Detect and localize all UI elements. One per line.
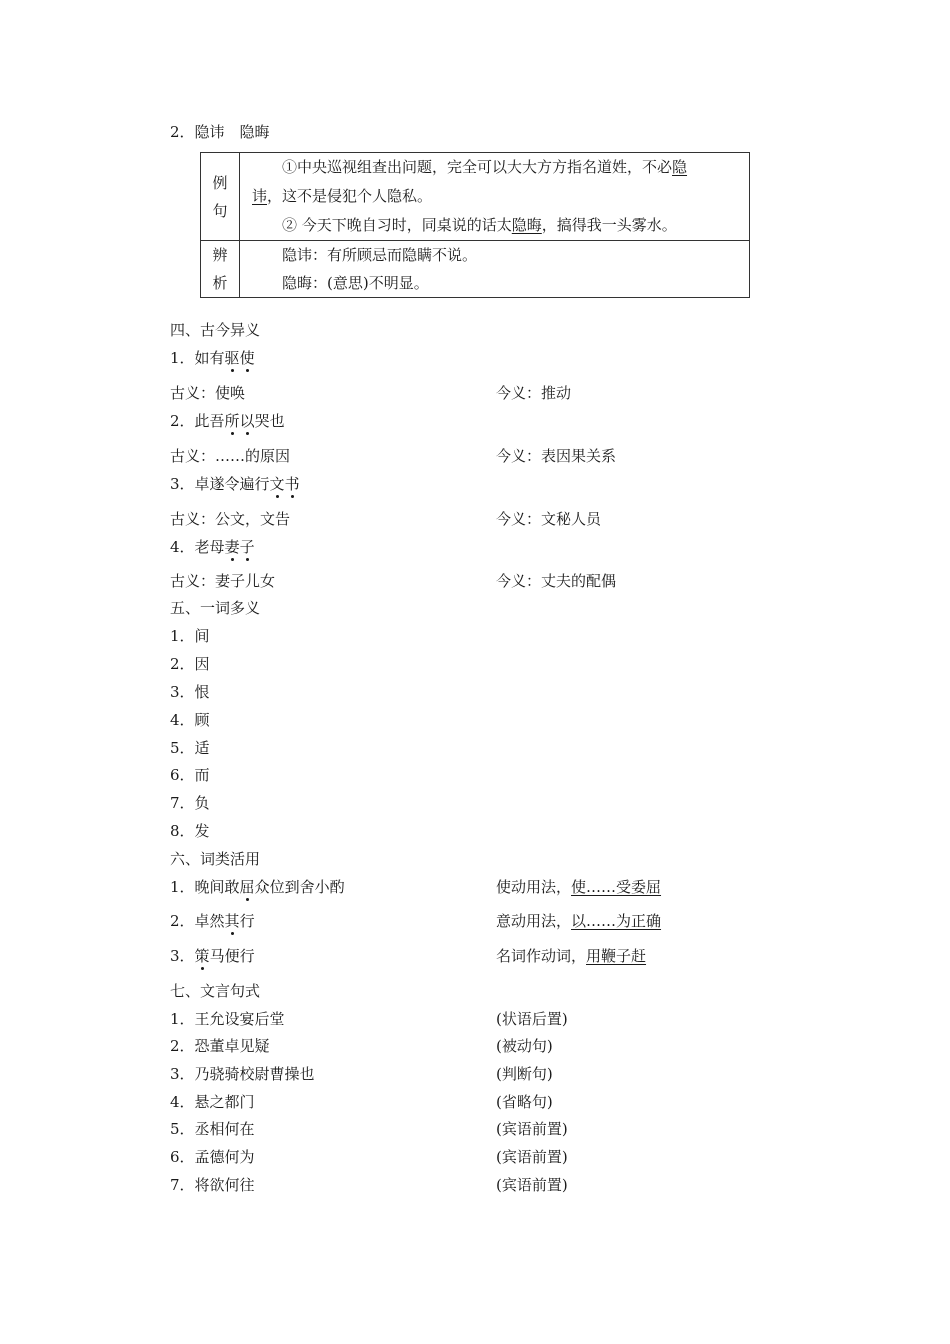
sentence-type: (宾语前置) xyxy=(496,1176,568,1194)
list-item: 3．卓遂令遍行文书 xyxy=(170,475,300,493)
list-item: 3．恨 xyxy=(170,683,210,701)
list-item: 5．丞相何在 xyxy=(170,1120,255,1138)
new-meaning: 今义：推动 xyxy=(496,384,572,402)
list-item: 8．发 xyxy=(170,822,210,840)
list-item: 4．老母妻子 xyxy=(170,538,255,556)
sentence-type: (被动句) xyxy=(496,1037,553,1055)
example-label: 例 句 xyxy=(201,153,240,241)
analysis-line-2: 隐晦：(意思)不明显。 xyxy=(282,274,429,292)
list-item: 3．策马便行 xyxy=(170,947,255,965)
list-item: 6．孟德何为 xyxy=(170,1148,255,1166)
old-meaning: 古义：公文，文告 xyxy=(170,510,291,528)
list-item: 2．恐董卓见疑 xyxy=(170,1037,270,1055)
list-item: 1．王允设宴后堂 xyxy=(170,1010,285,1028)
analysis-line-1: 隐讳：有所顾忌而隐瞒不说。 xyxy=(282,246,478,264)
old-meaning: 古义：……的原因 xyxy=(170,447,291,465)
table-row xyxy=(201,153,750,241)
sentence-type: (宾语前置) xyxy=(496,1148,568,1166)
section-heading: 七、文言句式 xyxy=(170,982,261,1000)
new-meaning: 今义：表因果关系 xyxy=(496,447,617,465)
list-item: 2．卓然其行 xyxy=(170,912,255,930)
usage-note: 名词作动词，用鞭子赶 xyxy=(496,947,647,965)
new-meaning: 今义：文秘人员 xyxy=(496,510,602,528)
list-item: 1．如有驱使 xyxy=(170,349,255,367)
list-item: 7．负 xyxy=(170,794,210,812)
example-sentence-1: ①中央巡视组查出问题，完全可以大大方方指名道姓，不必隐 xyxy=(282,158,688,176)
comparison-table xyxy=(200,152,750,298)
list-item: 3．乃骁骑校尉曹操也 xyxy=(170,1065,315,1083)
sentence-type: (状语后置) xyxy=(496,1010,568,1028)
sentence-type: (宾语前置) xyxy=(496,1120,568,1138)
sentence-type: (省略句) xyxy=(496,1093,553,1111)
old-meaning: 古义：妻子儿女 xyxy=(170,572,276,590)
example-cell xyxy=(240,153,750,241)
old-meaning: 古义：使唤 xyxy=(170,384,246,402)
list-item: 7．将欲何往 xyxy=(170,1176,255,1194)
list-item: 2．因 xyxy=(170,655,210,673)
section-heading: 六、词类活用 xyxy=(170,850,261,868)
example-sentence-1-cont: 讳，这不是侵犯个人隐私。 xyxy=(252,187,433,205)
list-item: 1．间 xyxy=(170,627,210,645)
section-heading: 四、古今异义 xyxy=(170,321,261,339)
list-item: 6．而 xyxy=(170,766,210,784)
sentence-type: (判断句) xyxy=(496,1065,553,1083)
list-item: 1．晚间敢屈众位到舍小酌 xyxy=(170,878,345,896)
section-heading: 2．隐讳 隐晦 xyxy=(170,123,270,141)
new-meaning: 今义：丈夫的配偶 xyxy=(496,572,617,590)
usage-note: 使动用法，使……受委屈 xyxy=(496,878,662,896)
example-sentence-2: ② 今天下晚自习时，同桌说的话太隐晦，搞得我一头雾水。 xyxy=(282,216,677,234)
analysis-cell xyxy=(240,241,750,298)
list-item: 4．悬之都门 xyxy=(170,1093,255,1111)
section-heading: 五、一词多义 xyxy=(170,599,261,617)
list-item: 4．顾 xyxy=(170,711,210,729)
list-item: 2．此吾所以哭也 xyxy=(170,412,285,430)
analysis-label: 辨 析 xyxy=(201,241,240,298)
list-item: 5．适 xyxy=(170,739,210,757)
usage-note: 意动用法，以……为正确 xyxy=(496,912,662,930)
table-row xyxy=(201,241,750,298)
